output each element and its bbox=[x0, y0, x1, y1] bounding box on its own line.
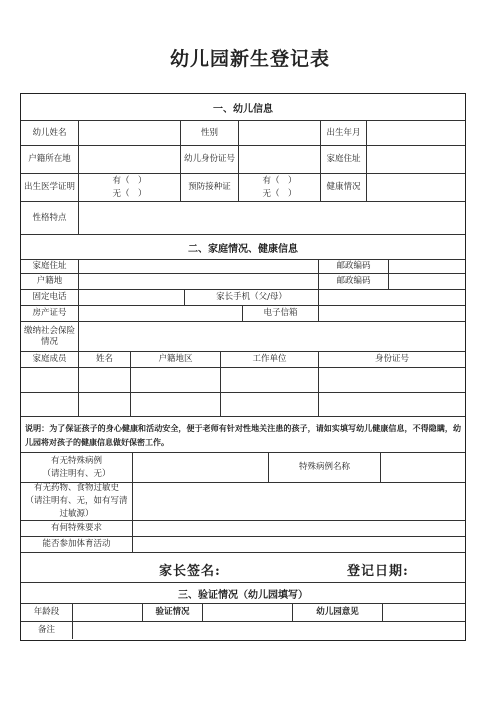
mobile-label: 家长手机（父/母） bbox=[185, 290, 319, 305]
personality-row bbox=[21, 202, 465, 235]
personality-label: 性格特点 bbox=[21, 202, 79, 234]
family-household-field[interactable] bbox=[79, 274, 319, 289]
sports-field[interactable] bbox=[133, 537, 465, 552]
special-disease-title: 有无特殊病例 bbox=[50, 455, 102, 466]
col-work-header: 工作单位 bbox=[221, 352, 319, 367]
vaccine-choice[interactable] bbox=[239, 174, 321, 201]
page-title: 幼儿园新生登记表 bbox=[169, 48, 330, 70]
postcode-field-2[interactable] bbox=[389, 274, 465, 289]
family-member-cell[interactable] bbox=[21, 368, 79, 392]
home-address-field[interactable] bbox=[367, 146, 465, 173]
household-label: 户籍所在地 bbox=[21, 146, 79, 173]
property-field[interactable] bbox=[79, 306, 243, 321]
sports-row bbox=[21, 537, 465, 553]
allergy-title: 有无药物、食物过敏史 bbox=[33, 483, 119, 493]
child-name-row bbox=[21, 121, 465, 146]
postcode-field-1[interactable] bbox=[389, 260, 465, 273]
email-field[interactable] bbox=[319, 306, 465, 321]
date-label: 登记日期: bbox=[347, 564, 409, 579]
birth-cert-yes[interactable]: 有（ ） bbox=[112, 175, 147, 186]
family-member-row bbox=[21, 368, 465, 393]
household-row bbox=[21, 146, 465, 174]
landline-label: 固定电话 bbox=[21, 290, 79, 305]
special-disease-label bbox=[21, 453, 133, 482]
registration-form bbox=[20, 93, 466, 641]
family-address-label: 家庭住址 bbox=[21, 260, 79, 273]
family-member-cell[interactable] bbox=[319, 393, 465, 416]
gender-field[interactable] bbox=[239, 121, 321, 145]
home-address-label: 家庭住址 bbox=[321, 146, 367, 173]
col-id-header: 身份证号 bbox=[374, 354, 409, 364]
family-member-cell[interactable] bbox=[131, 368, 221, 392]
special-disease-name-label: 特殊病例名称 bbox=[269, 453, 381, 482]
personality-field[interactable] bbox=[79, 202, 465, 234]
birth-label: 出生年月 bbox=[321, 121, 367, 145]
family-address-field[interactable] bbox=[79, 260, 319, 273]
family-member-row bbox=[21, 393, 465, 417]
signature-row bbox=[21, 553, 465, 583]
section2-heading: 二、家庭情况、健康信息 bbox=[188, 243, 298, 255]
family-household-row bbox=[21, 274, 465, 290]
section1-heading: 一、幼儿信息 bbox=[213, 103, 273, 115]
age-group-label: 年龄段 bbox=[21, 604, 73, 621]
section2-header-row bbox=[21, 235, 465, 260]
age-group-field[interactable] bbox=[73, 604, 143, 621]
remark-label: 备注 bbox=[21, 622, 73, 639]
special-req-field[interactable] bbox=[133, 521, 465, 536]
family-member-cell[interactable] bbox=[21, 393, 79, 416]
opinion-label: 幼儿园意见 bbox=[293, 604, 383, 621]
birth-cert-no[interactable]: 无（ ） bbox=[112, 188, 147, 199]
allergy-label bbox=[21, 483, 133, 520]
family-members-header bbox=[21, 352, 465, 368]
family-household-label: 户籍地 bbox=[21, 274, 79, 289]
child-name-label: 幼儿姓名 bbox=[21, 121, 79, 145]
birth-cert-choice[interactable] bbox=[79, 174, 181, 201]
verify-field[interactable] bbox=[203, 604, 293, 621]
birth-field[interactable] bbox=[367, 121, 465, 145]
certificate-row bbox=[21, 174, 465, 202]
col-region-header: 户籍地区 bbox=[131, 352, 221, 367]
gender-label: 性别 bbox=[181, 121, 239, 145]
col-name-header: 姓名 bbox=[79, 352, 131, 367]
opinion-field[interactable] bbox=[383, 604, 465, 621]
verify-label: 验证情况 bbox=[143, 604, 203, 621]
health-field[interactable] bbox=[367, 174, 465, 201]
id-no-field[interactable] bbox=[239, 146, 321, 173]
family-member-cell[interactable] bbox=[319, 368, 465, 392]
mobile-field[interactable] bbox=[319, 290, 465, 305]
special-disease-hint: （请注明有、无） bbox=[42, 468, 111, 479]
family-member-cell[interactable] bbox=[79, 368, 131, 392]
section1-header-row bbox=[21, 94, 465, 121]
family-member-cell[interactable] bbox=[221, 393, 319, 416]
property-label: 房产证号 bbox=[21, 306, 79, 321]
special-disease-field[interactable] bbox=[133, 453, 269, 482]
note-row bbox=[21, 417, 465, 453]
social-security-row bbox=[21, 322, 465, 352]
parent-signature-label: 家长签名: bbox=[159, 564, 221, 579]
sports-label: 能否参加体育活动 bbox=[21, 537, 133, 552]
allergy-hint: （请注明有、无，如有写清过敏源） bbox=[25, 496, 128, 519]
family-members-label: 家庭成员 bbox=[21, 352, 79, 367]
social-security-field[interactable] bbox=[79, 322, 465, 351]
family-address-row bbox=[21, 260, 465, 274]
section3-heading: 三、验证情况（幼儿园填写） bbox=[178, 589, 308, 601]
special-req-label: 有何特殊要求 bbox=[21, 521, 133, 536]
phone-row bbox=[21, 290, 465, 306]
property-row bbox=[21, 306, 465, 322]
health-label: 健康情况 bbox=[321, 174, 367, 201]
special-req-row bbox=[21, 521, 465, 537]
vaccine-yes[interactable]: 有（ ） bbox=[262, 175, 297, 186]
id-no-label: 幼儿身份证号 bbox=[181, 146, 239, 173]
birth-cert-label: 出生医学证明 bbox=[21, 174, 79, 201]
family-member-cell[interactable] bbox=[221, 368, 319, 392]
landline-field[interactable] bbox=[79, 290, 185, 305]
allergy-row bbox=[21, 483, 465, 521]
household-field[interactable] bbox=[79, 146, 181, 173]
email-label: 电子信箱 bbox=[243, 306, 319, 321]
verification-row bbox=[21, 604, 465, 622]
section3-header-row bbox=[21, 583, 465, 604]
postcode-label-2: 邮政编码 bbox=[319, 274, 389, 289]
special-disease-row bbox=[21, 453, 465, 483]
allergy-field[interactable] bbox=[133, 483, 465, 520]
vaccine-label: 预防接种证 bbox=[181, 174, 239, 201]
vaccine-no[interactable]: 无（ ） bbox=[262, 188, 297, 199]
remark-field[interactable] bbox=[73, 622, 465, 639]
remark-row bbox=[21, 622, 465, 639]
family-member-cell[interactable] bbox=[131, 393, 221, 416]
postcode-label-1: 邮政编码 bbox=[319, 260, 389, 273]
social-security-label: 缴纳社会保险情况 bbox=[21, 322, 79, 351]
health-note: 说明：为了保证孩子的身心健康和活动安全，便于老师有针对性地关注患的孩子，请如实填写幼儿健康信息，不得隐瞒，幼儿园将对孩子的健康信息做好保密工作。 bbox=[25, 423, 461, 447]
child-name-field[interactable] bbox=[79, 121, 181, 145]
special-disease-name-field[interactable] bbox=[381, 453, 465, 482]
family-member-cell[interactable] bbox=[79, 393, 131, 416]
